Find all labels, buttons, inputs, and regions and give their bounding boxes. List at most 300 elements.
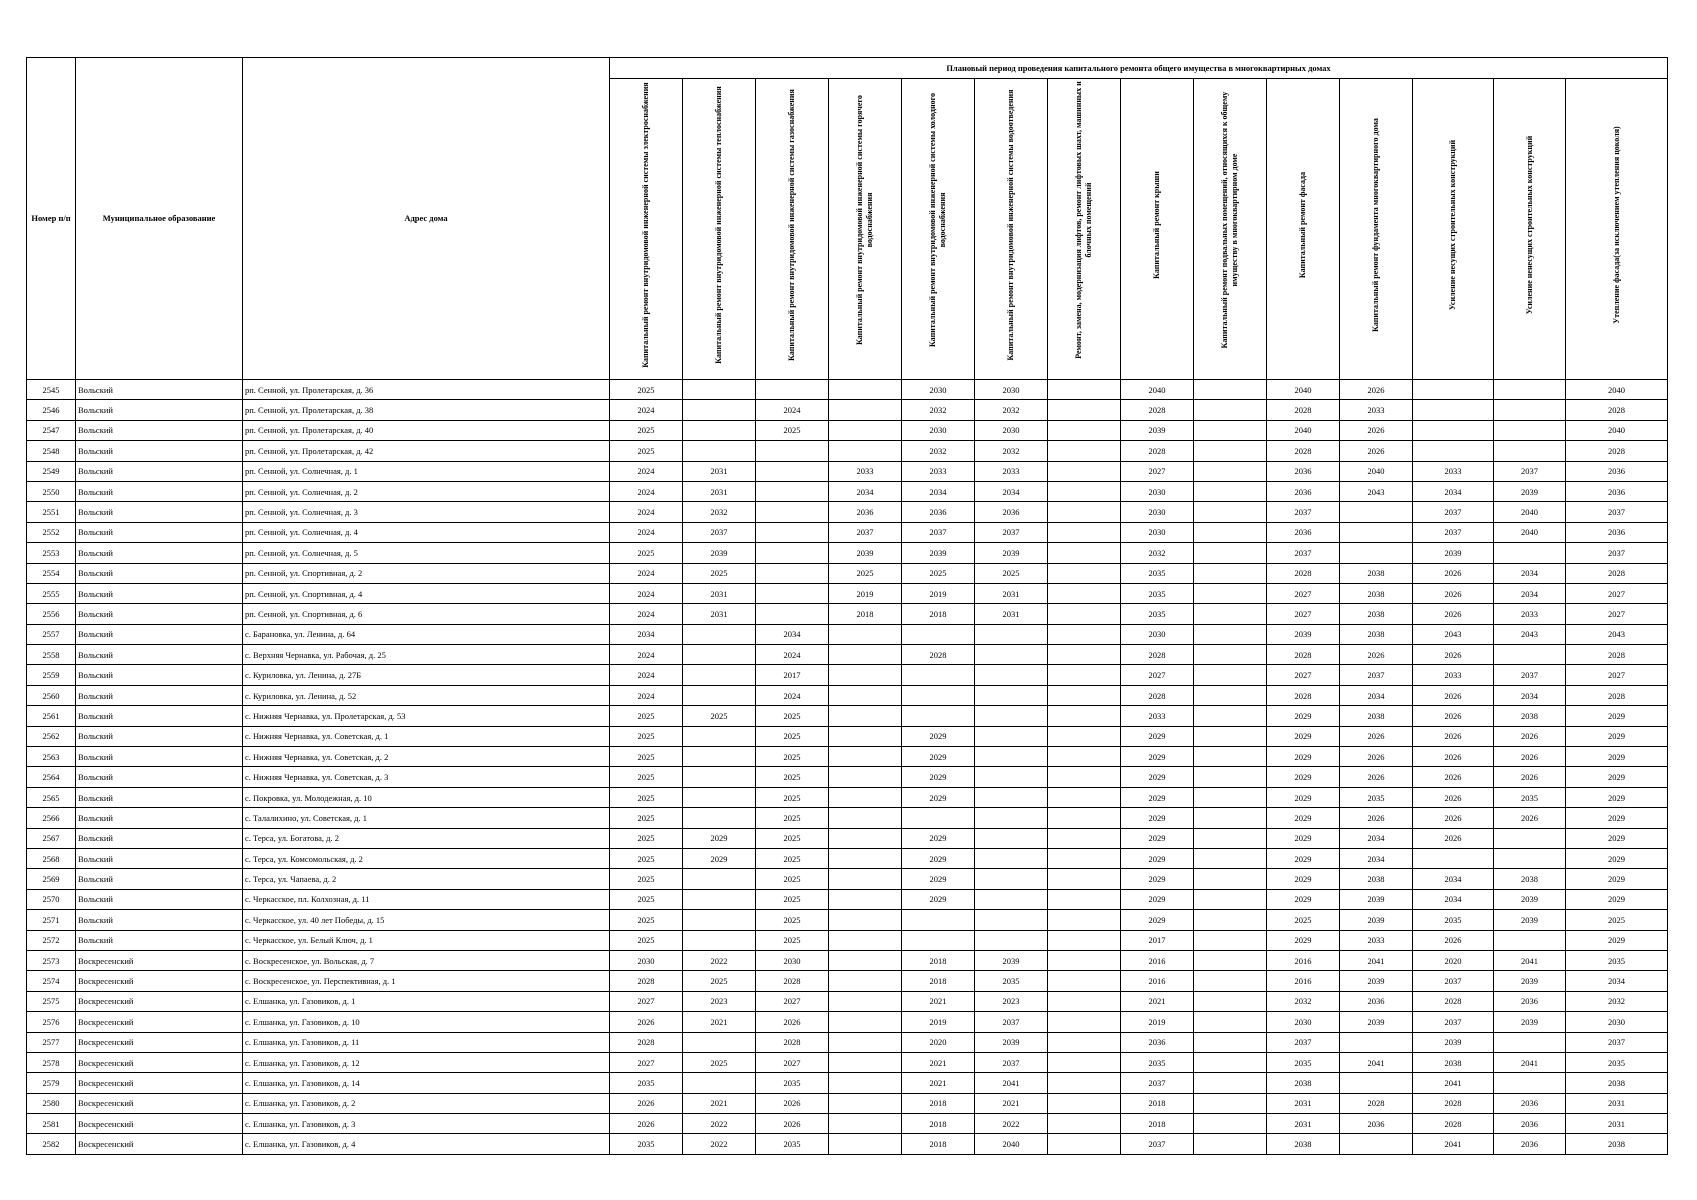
row-year-cell: 2033: [975, 461, 1048, 481]
row-year-cell: 2039: [1340, 910, 1413, 930]
row-year-cell: [902, 930, 975, 950]
row-year-cell: [829, 400, 902, 420]
row-year-cell: 2028: [1267, 645, 1340, 665]
row-year-cell: 2037: [1494, 665, 1566, 685]
row-year-cell: [756, 563, 829, 583]
row-municipality: Вольский: [76, 910, 243, 930]
row-year-cell: 2021: [902, 991, 975, 1011]
row-year-cell: [1048, 380, 1121, 400]
row-year-cell: 2022: [975, 1114, 1048, 1134]
table-row: [27, 502, 1668, 522]
row-year-cell: 2030: [1121, 624, 1194, 644]
row-year-cell: 2024: [610, 665, 683, 685]
row-address: с. Терса, ул. Комсомольская, д. 2: [243, 848, 610, 868]
table-row: [27, 543, 1668, 563]
header-work-type-label: Усиление несущих строительных конструкций: [1448, 139, 1457, 311]
row-year-cell: [829, 1032, 902, 1052]
row-year-cell: [683, 869, 756, 889]
row-year-cell: 2039: [1267, 624, 1340, 644]
row-year-cell: 2040: [1121, 380, 1194, 400]
row-year-cell: [1194, 420, 1267, 440]
header-address: Адрес дома: [243, 58, 610, 380]
row-year-cell: 2028: [610, 1032, 683, 1052]
row-year-cell: 2025: [610, 848, 683, 868]
row-year-cell: 2040: [1566, 420, 1668, 440]
row-number: 2556: [27, 604, 76, 624]
row-year-cell: 2041: [1494, 1052, 1566, 1072]
row-year-cell: 2025: [756, 420, 829, 440]
row-year-cell: [1340, 1032, 1413, 1052]
capital-repair-table-sheet: [26, 57, 1668, 1155]
row-year-cell: [1048, 583, 1121, 603]
row-year-cell: [683, 380, 756, 400]
row-year-cell: 2025: [683, 1052, 756, 1072]
row-year-cell: 2033: [1413, 665, 1494, 685]
row-year-cell: [1048, 543, 1121, 563]
header-work-type: [683, 79, 756, 380]
row-year-cell: 2038: [1566, 1134, 1668, 1154]
row-year-cell: 2020: [902, 1032, 975, 1052]
row-year-cell: 2036: [1566, 481, 1668, 501]
row-number: 2549: [27, 461, 76, 481]
row-year-cell: 2032: [975, 441, 1048, 461]
row-municipality: Вольский: [76, 726, 243, 746]
row-year-cell: 2035: [975, 971, 1048, 991]
row-year-cell: [1048, 645, 1121, 665]
row-year-cell: 2016: [1267, 950, 1340, 970]
row-year-cell: [829, 869, 902, 889]
row-year-cell: 2024: [610, 461, 683, 481]
row-year-cell: 2032: [902, 441, 975, 461]
table-row: [27, 583, 1668, 603]
row-year-cell: [1413, 441, 1494, 461]
row-year-cell: 2037: [1267, 543, 1340, 563]
row-year-cell: 2034: [1413, 889, 1494, 909]
row-year-cell: 2037: [975, 522, 1048, 542]
row-number: 2580: [27, 1093, 76, 1113]
row-year-cell: 2037: [1121, 1073, 1194, 1093]
row-year-cell: 2031: [683, 481, 756, 501]
row-year-cell: [829, 971, 902, 991]
row-address: с. Воскресенское, ул. Вольская, д. 7: [243, 950, 610, 970]
row-year-cell: [829, 380, 902, 400]
row-year-cell: [975, 828, 1048, 848]
row-number: 2578: [27, 1052, 76, 1072]
row-municipality: Вольский: [76, 767, 243, 787]
row-year-cell: 2028: [1267, 685, 1340, 705]
row-year-cell: [1048, 420, 1121, 440]
row-municipality: Вольский: [76, 461, 243, 481]
row-year-cell: 2025: [756, 808, 829, 828]
row-year-cell: 2038: [1340, 583, 1413, 603]
row-year-cell: 2039: [975, 950, 1048, 970]
row-year-cell: 2017: [756, 665, 829, 685]
row-year-cell: 2039: [1340, 889, 1413, 909]
row-address: рп. Сенной, ул. Спортивная, д. 4: [243, 583, 610, 603]
row-year-cell: [683, 420, 756, 440]
row-year-cell: [1048, 726, 1121, 746]
row-year-cell: 2027: [756, 991, 829, 1011]
row-number: 2574: [27, 971, 76, 991]
row-municipality: Вольский: [76, 685, 243, 705]
row-year-cell: 2037: [683, 522, 756, 542]
row-municipality: Вольский: [76, 563, 243, 583]
row-municipality: Вольский: [76, 522, 243, 542]
row-year-cell: 2025: [610, 767, 683, 787]
row-year-cell: [1194, 808, 1267, 828]
row-municipality: Воскресенский: [76, 1093, 243, 1113]
row-year-cell: [756, 543, 829, 563]
header-work-type-label: Капитальный ремонт внутридомовой инженерной системы электроснабжения: [641, 82, 650, 368]
row-year-cell: 2021: [1121, 991, 1194, 1011]
row-year-cell: 2033: [1340, 400, 1413, 420]
row-year-cell: [1194, 1032, 1267, 1052]
row-year-cell: [1048, 1093, 1121, 1113]
row-year-cell: 2018: [902, 1114, 975, 1134]
row-year-cell: [1494, 930, 1566, 950]
row-year-cell: 2029: [1121, 767, 1194, 787]
row-year-cell: 2025: [756, 747, 829, 767]
row-year-cell: 2025: [1267, 910, 1340, 930]
row-year-cell: [1048, 441, 1121, 461]
row-year-cell: 2043: [1413, 624, 1494, 644]
row-year-cell: [1194, 1073, 1267, 1093]
header-work-type-label: Капитальный ремонт подвальных помещений, относящихся к общему имуществу в многоквартирном доме: [1220, 91, 1239, 349]
row-year-cell: [1194, 563, 1267, 583]
row-address: с. Елшанка, ул. Газовиков, д. 10: [243, 1012, 610, 1032]
row-year-cell: 2028: [1566, 563, 1668, 583]
row-year-cell: 2039: [1121, 420, 1194, 440]
table-row: [27, 950, 1668, 970]
row-year-cell: 2018: [1121, 1093, 1194, 1113]
row-year-cell: [1494, 380, 1566, 400]
row-year-cell: 2026: [610, 1012, 683, 1032]
row-year-cell: [1048, 747, 1121, 767]
row-year-cell: [902, 706, 975, 726]
row-year-cell: 2041: [1340, 950, 1413, 970]
row-year-cell: 2029: [1121, 747, 1194, 767]
row-number: 2555: [27, 583, 76, 603]
row-year-cell: 2026: [1340, 380, 1413, 400]
row-year-cell: 2031: [1267, 1114, 1340, 1134]
row-year-cell: 2031: [1267, 1093, 1340, 1113]
row-year-cell: 2025: [756, 848, 829, 868]
row-year-cell: 2039: [975, 543, 1048, 563]
row-year-cell: 2027: [756, 1052, 829, 1072]
row-year-cell: 2026: [1494, 726, 1566, 746]
row-year-cell: 2028: [1340, 1093, 1413, 1113]
row-year-cell: 2017: [1121, 930, 1194, 950]
row-year-cell: 2024: [756, 645, 829, 665]
row-year-cell: 2026: [756, 1012, 829, 1032]
row-year-cell: [1048, 1134, 1121, 1154]
row-address: с. Воскресенское, ул. Перспективная, д. 1: [243, 971, 610, 991]
row-year-cell: 2021: [902, 1073, 975, 1093]
row-year-cell: [902, 910, 975, 930]
row-year-cell: [683, 767, 756, 787]
row-year-cell: [1048, 991, 1121, 1011]
row-year-cell: 2027: [1566, 665, 1668, 685]
row-year-cell: [1340, 502, 1413, 522]
header-work-type: [1048, 79, 1121, 380]
row-year-cell: [1048, 1052, 1121, 1072]
row-year-cell: 2016: [1267, 971, 1340, 991]
row-year-cell: 2029: [1121, 889, 1194, 909]
row-year-cell: 2029: [1121, 848, 1194, 868]
row-municipality: Воскресенский: [76, 991, 243, 1011]
row-year-cell: 2018: [902, 950, 975, 970]
row-number: 2571: [27, 910, 76, 930]
row-year-cell: 2027: [1267, 604, 1340, 624]
row-year-cell: [1048, 706, 1121, 726]
row-year-cell: 2024: [610, 400, 683, 420]
row-year-cell: 2029: [1267, 767, 1340, 787]
row-year-cell: 2028: [1413, 1093, 1494, 1113]
row-municipality: Вольский: [76, 848, 243, 868]
row-year-cell: 2028: [1566, 685, 1668, 705]
row-year-cell: [1413, 848, 1494, 868]
row-municipality: Вольский: [76, 420, 243, 440]
row-year-cell: 2024: [610, 481, 683, 501]
row-year-cell: 2028: [902, 645, 975, 665]
row-municipality: Воскресенский: [76, 1032, 243, 1052]
row-year-cell: 2029: [1566, 706, 1668, 726]
table-row: [27, 380, 1668, 400]
row-year-cell: 2029: [1267, 726, 1340, 746]
header-work-type: [1494, 79, 1566, 380]
row-year-cell: 2040: [1267, 420, 1340, 440]
row-year-cell: 2038: [1340, 624, 1413, 644]
row-year-cell: 2029: [902, 889, 975, 909]
row-year-cell: [975, 767, 1048, 787]
row-year-cell: [1413, 380, 1494, 400]
row-year-cell: 2043: [1566, 624, 1668, 644]
row-year-cell: 2019: [902, 583, 975, 603]
row-year-cell: 2039: [829, 543, 902, 563]
row-address: с. Елшанка, ул. Газовиков, д. 12: [243, 1052, 610, 1072]
row-year-cell: [1494, 400, 1566, 420]
row-year-cell: 2041: [1494, 950, 1566, 970]
table-row: [27, 869, 1668, 889]
row-year-cell: 2040: [1494, 502, 1566, 522]
row-municipality: Вольский: [76, 930, 243, 950]
row-year-cell: 2021: [975, 1093, 1048, 1113]
row-year-cell: 2029: [1566, 848, 1668, 868]
row-year-cell: 2018: [902, 1093, 975, 1113]
row-year-cell: 2025: [756, 930, 829, 950]
row-year-cell: 2029: [902, 828, 975, 848]
row-address: с. Елшанка, ул. Газовиков, д. 14: [243, 1073, 610, 1093]
table-row: [27, 848, 1668, 868]
row-year-cell: 2029: [1121, 869, 1194, 889]
row-year-cell: [683, 726, 756, 746]
row-year-cell: [829, 910, 902, 930]
row-year-cell: 2037: [1121, 1134, 1194, 1154]
row-year-cell: [1494, 1032, 1566, 1052]
row-year-cell: 2026: [1494, 747, 1566, 767]
row-year-cell: 2035: [756, 1073, 829, 1093]
row-year-cell: 2028: [1413, 991, 1494, 1011]
row-year-cell: 2025: [610, 930, 683, 950]
row-year-cell: 2039: [683, 543, 756, 563]
row-year-cell: 2036: [829, 502, 902, 522]
row-municipality: Воскресенский: [76, 1012, 243, 1032]
header-municipality: Муниципальное образование: [76, 58, 243, 380]
row-year-cell: 2025: [683, 563, 756, 583]
row-year-cell: [1048, 828, 1121, 848]
row-year-cell: 2025: [610, 808, 683, 828]
row-year-cell: 2029: [1121, 828, 1194, 848]
row-year-cell: [1048, 502, 1121, 522]
row-year-cell: 2031: [975, 604, 1048, 624]
table-row: [27, 563, 1668, 583]
table-row: [27, 767, 1668, 787]
row-number: 2557: [27, 624, 76, 644]
row-number: 2548: [27, 441, 76, 461]
row-year-cell: 2028: [1267, 563, 1340, 583]
row-year-cell: 2035: [1566, 950, 1668, 970]
row-year-cell: [829, 685, 902, 705]
table-row: [27, 441, 1668, 461]
row-number: 2567: [27, 828, 76, 848]
row-year-cell: [683, 808, 756, 828]
row-address: рп. Сенной, ул. Солнечная, д. 2: [243, 481, 610, 501]
row-year-cell: 2025: [610, 828, 683, 848]
row-year-cell: [1048, 685, 1121, 705]
row-year-cell: 2036: [1566, 522, 1668, 542]
row-address: с. Терса, ул. Чапаева, д. 2: [243, 869, 610, 889]
row-year-cell: 2037: [1566, 1032, 1668, 1052]
row-year-cell: 2025: [1566, 910, 1668, 930]
row-year-cell: [1194, 1114, 1267, 1134]
row-year-cell: 2024: [610, 645, 683, 665]
row-year-cell: [902, 808, 975, 828]
row-year-cell: 2039: [1494, 910, 1566, 930]
row-municipality: Вольский: [76, 747, 243, 767]
row-number: 2546: [27, 400, 76, 420]
row-number: 2553: [27, 543, 76, 563]
row-address: с. Черкасское, ул. 40 лет Победы, д. 15: [243, 910, 610, 930]
row-year-cell: 2031: [683, 461, 756, 481]
row-year-cell: 2027: [610, 991, 683, 1011]
row-municipality: Вольский: [76, 869, 243, 889]
row-year-cell: 2029: [902, 767, 975, 787]
row-address: с. Елшанка, ул. Газовиков, д. 3: [243, 1114, 610, 1134]
row-address: рп. Сенной, ул. Солнечная, д. 5: [243, 543, 610, 563]
row-year-cell: 2025: [756, 767, 829, 787]
row-year-cell: 2033: [1413, 461, 1494, 481]
row-year-cell: 2035: [1413, 910, 1494, 930]
row-year-cell: [1194, 1093, 1267, 1113]
row-year-cell: 2038: [1340, 563, 1413, 583]
row-year-cell: [829, 930, 902, 950]
row-year-cell: [756, 522, 829, 542]
row-municipality: Вольский: [76, 645, 243, 665]
table-row: [27, 1032, 1668, 1052]
row-year-cell: 2029: [1267, 747, 1340, 767]
row-year-cell: 2025: [610, 869, 683, 889]
row-year-cell: 2026: [1494, 808, 1566, 828]
row-year-cell: 2039: [902, 543, 975, 563]
row-year-cell: 2029: [1267, 787, 1340, 807]
row-year-cell: 2025: [610, 420, 683, 440]
table-row: [27, 1134, 1668, 1154]
row-year-cell: [1194, 645, 1267, 665]
row-year-cell: 2036: [1494, 1114, 1566, 1134]
row-number: 2559: [27, 665, 76, 685]
row-year-cell: 2034: [829, 481, 902, 501]
row-year-cell: 2043: [1340, 481, 1413, 501]
row-year-cell: 2022: [683, 1134, 756, 1154]
row-year-cell: 2038: [1340, 604, 1413, 624]
row-year-cell: 2016: [1121, 950, 1194, 970]
row-year-cell: 2036: [975, 502, 1048, 522]
row-address: с. Талалихино, ул. Советская, д. 1: [243, 808, 610, 828]
row-year-cell: 2025: [756, 889, 829, 909]
row-municipality: Вольский: [76, 400, 243, 420]
header-work-type: [1267, 79, 1340, 380]
capital-repair-table: [26, 57, 1668, 1155]
row-year-cell: 2032: [1121, 543, 1194, 563]
table-row: [27, 1114, 1668, 1134]
row-year-cell: [1048, 1114, 1121, 1134]
row-year-cell: 2021: [902, 1052, 975, 1072]
row-year-cell: [975, 869, 1048, 889]
row-year-cell: [683, 889, 756, 909]
row-year-cell: [756, 502, 829, 522]
row-year-cell: 2027: [1121, 665, 1194, 685]
row-municipality: Вольский: [76, 604, 243, 624]
row-year-cell: 2025: [829, 563, 902, 583]
row-year-cell: 2036: [1494, 1093, 1566, 1113]
row-year-cell: 2040: [1566, 380, 1668, 400]
row-year-cell: [683, 910, 756, 930]
row-year-cell: [975, 726, 1048, 746]
row-year-cell: 2026: [1413, 930, 1494, 950]
row-year-cell: 2016: [1121, 971, 1194, 991]
row-year-cell: 2027: [1267, 583, 1340, 603]
row-year-cell: 2030: [1566, 1012, 1668, 1032]
row-year-cell: 2037: [1340, 665, 1413, 685]
header-work-type: [1121, 79, 1194, 380]
row-year-cell: 2029: [1566, 889, 1668, 909]
row-year-cell: [1494, 543, 1566, 563]
row-year-cell: [975, 685, 1048, 705]
row-municipality: Вольский: [76, 787, 243, 807]
row-year-cell: 2026: [1340, 808, 1413, 828]
row-year-cell: 2036: [1267, 461, 1340, 481]
row-year-cell: 2027: [1121, 461, 1194, 481]
row-address: с. Барановка, ул. Ленина, д. 64: [243, 624, 610, 644]
row-number: 2582: [27, 1134, 76, 1154]
row-municipality: Вольский: [76, 380, 243, 400]
header-work-type: [610, 79, 683, 380]
row-number: 2564: [27, 767, 76, 787]
row-year-cell: 2043: [1494, 624, 1566, 644]
row-year-cell: 2024: [756, 400, 829, 420]
row-year-cell: [1194, 747, 1267, 767]
row-year-cell: 2028: [1566, 441, 1668, 461]
row-year-cell: [1194, 685, 1267, 705]
row-number: 2568: [27, 848, 76, 868]
row-year-cell: [829, 441, 902, 461]
row-year-cell: 2028: [756, 971, 829, 991]
row-year-cell: [756, 604, 829, 624]
row-year-cell: 2035: [610, 1134, 683, 1154]
row-municipality: Вольский: [76, 624, 243, 644]
row-year-cell: [1048, 869, 1121, 889]
row-year-cell: 2030: [1121, 502, 1194, 522]
